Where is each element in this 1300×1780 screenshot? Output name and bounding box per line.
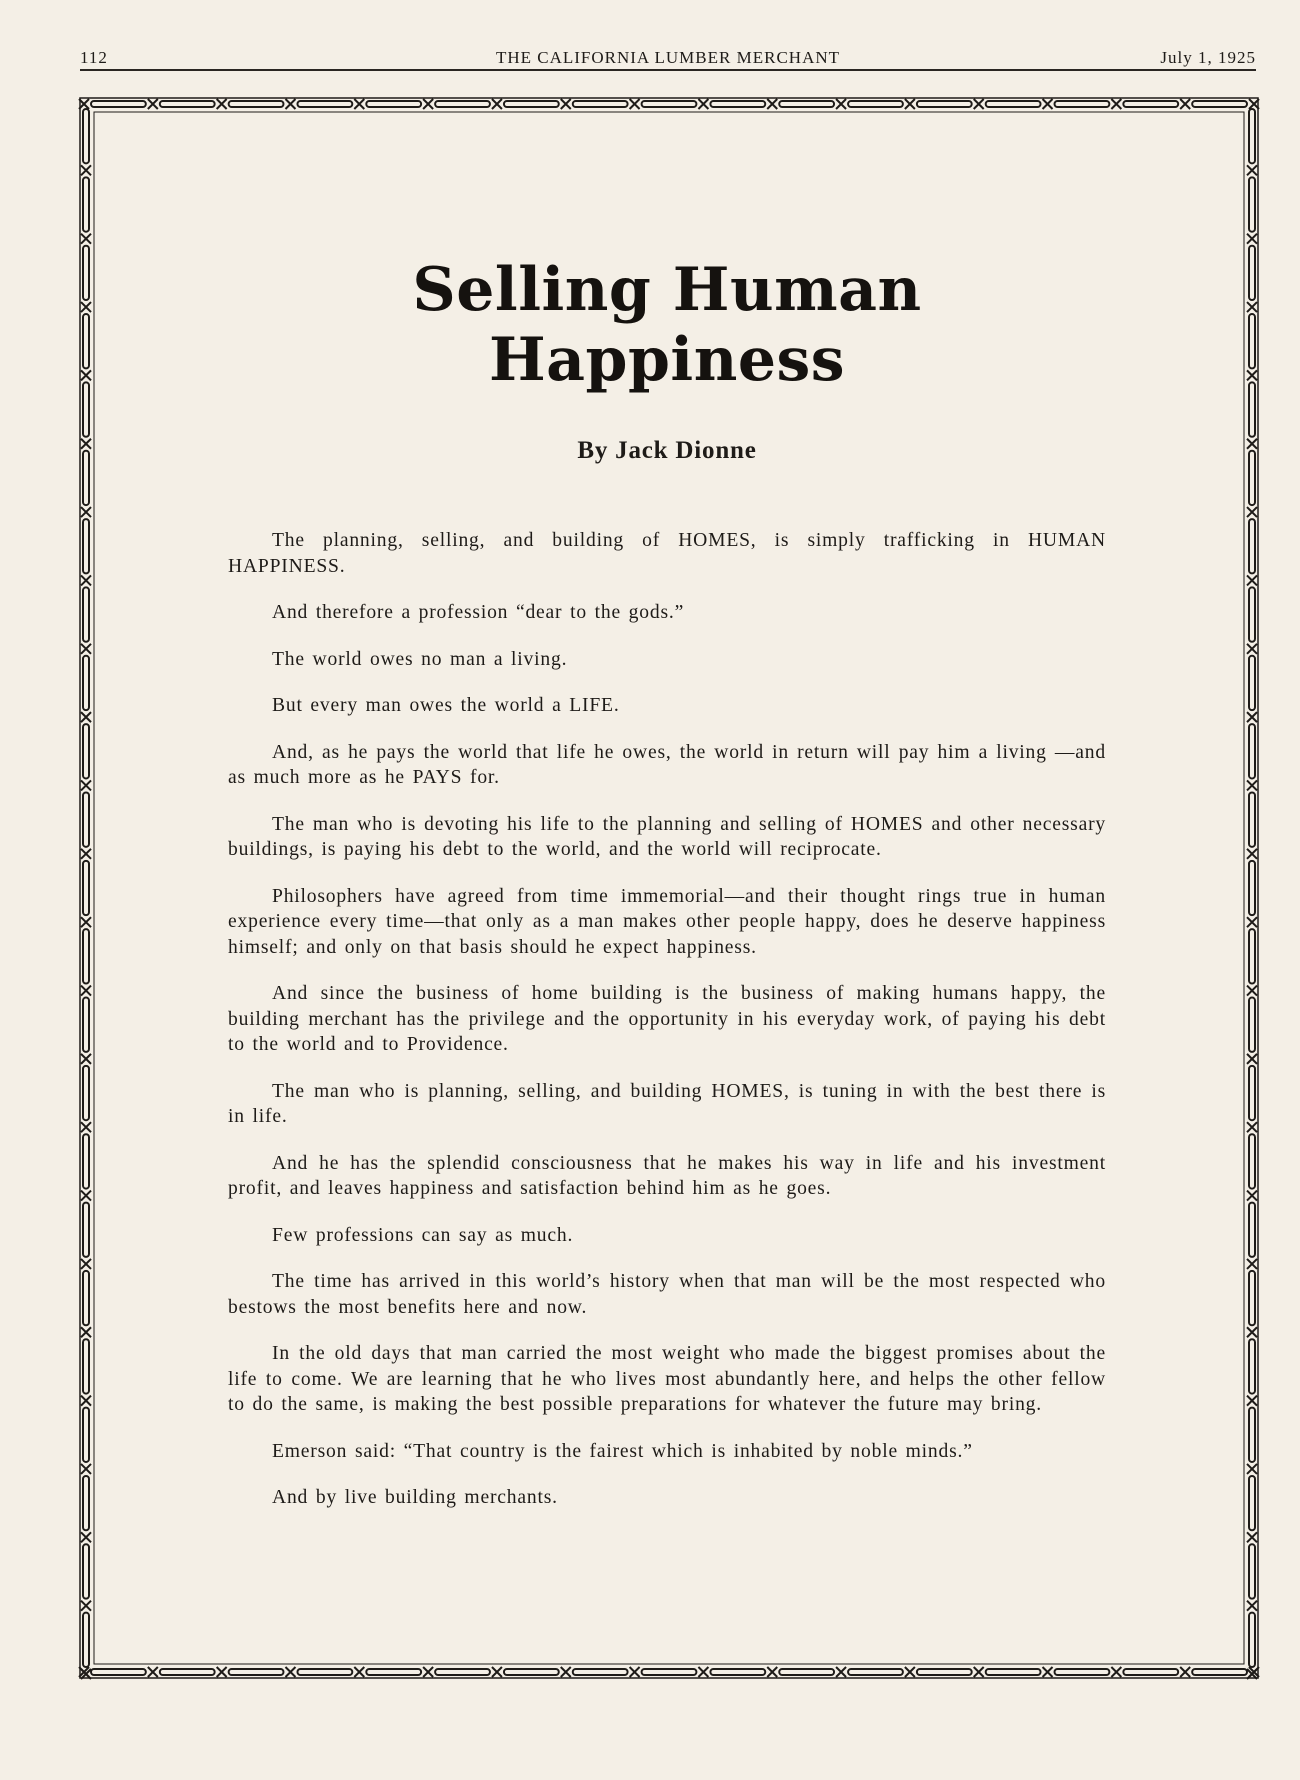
border-knot [1247, 1122, 1257, 1132]
border-link [83, 451, 89, 505]
border-knot [561, 1667, 571, 1677]
border-knot [905, 99, 915, 109]
running-header [80, 44, 1256, 70]
border-knot [1180, 99, 1190, 109]
border-knot [1180, 1667, 1190, 1677]
border-knot [285, 99, 295, 109]
border-link [83, 587, 89, 641]
border-knot [630, 99, 640, 109]
border-knot [217, 1667, 227, 1677]
border-link [366, 101, 421, 107]
border-link [1055, 1669, 1110, 1675]
border-knot [1111, 99, 1121, 109]
border-link [83, 656, 89, 710]
paragraph: And, as he pays the world that life he owes, the world in return will pay him a living —and as much more as he PAYS for. [228, 741, 1106, 788]
border-link [435, 1669, 490, 1675]
border-link [573, 1669, 628, 1675]
border-knot [492, 99, 502, 109]
border-knot [217, 99, 227, 109]
border-link [848, 1669, 903, 1675]
border-link [91, 101, 146, 107]
border-knot [767, 99, 777, 109]
border-link [1249, 861, 1255, 915]
paragraph: And he has the splendid consciousness that he makes his way in life and his investment profit, and leaves happiness and satisfaction behind him as he goes. [228, 1152, 1106, 1199]
paragraph: The world owes no man a living. [272, 648, 568, 670]
border-knot [81, 507, 91, 517]
border-knot [1247, 370, 1257, 380]
border-link [642, 101, 697, 107]
border-link [83, 1203, 89, 1257]
border-knot [1247, 986, 1257, 996]
border-link [83, 519, 89, 573]
border-knot [1247, 917, 1257, 927]
paragraph: Emerson said: “That country is the fairest which is inhabited by noble minds.” [272, 1440, 973, 1462]
border-link [779, 1669, 834, 1675]
border-link [83, 109, 89, 163]
border-knot [354, 1667, 364, 1677]
border-link [1249, 314, 1255, 368]
border-knot [1043, 1667, 1053, 1677]
border-link [435, 101, 490, 107]
border-knot [836, 99, 846, 109]
border-knot [81, 712, 91, 722]
border-link [1249, 1544, 1255, 1598]
border-knot [974, 99, 984, 109]
border-link [1249, 1066, 1255, 1120]
border-link [504, 1669, 559, 1675]
border-knot [1111, 1667, 1121, 1677]
border-link [1249, 1613, 1255, 1667]
border-knot [1247, 165, 1257, 175]
border-link [710, 1669, 765, 1675]
border-link [986, 101, 1041, 107]
border-knot [81, 849, 91, 859]
border-link [366, 1669, 421, 1675]
border-knot [1247, 1327, 1257, 1337]
border-knot [561, 99, 571, 109]
border-knot [81, 1054, 91, 1064]
paragraph: In the old days that man carried the most weight who made the biggest promises about the life to come. We are learning that he who lives most abundantly here, and helps the other fellow to do the same, is making the best possible preparations for whatever the future may bring. [228, 1343, 1106, 1415]
border-link [83, 792, 89, 846]
border-knot [974, 1667, 984, 1677]
border-knot [1247, 849, 1257, 859]
border-knot [1247, 644, 1257, 654]
border-link [917, 101, 972, 107]
border-knot [81, 1259, 91, 1269]
border-link [1249, 519, 1255, 573]
border-link [1249, 1203, 1255, 1257]
border-knot [81, 1327, 91, 1337]
border-link [83, 1408, 89, 1462]
border-knot [81, 1191, 91, 1201]
border-knot [148, 99, 158, 109]
border-link [1249, 246, 1255, 300]
publication-title: THE CALIFORNIA LUMBER MERCHANT [495, 48, 841, 67]
border-knot [81, 986, 91, 996]
border-link [1249, 792, 1255, 846]
border-link [1123, 1669, 1178, 1675]
border-knot [423, 99, 433, 109]
border-link [1055, 101, 1110, 107]
page-number: 112 [80, 48, 108, 67]
border-link [779, 101, 834, 107]
border-knot [354, 99, 364, 109]
border-link [1249, 656, 1255, 710]
border-knot [836, 1667, 846, 1677]
border-knot [1247, 507, 1257, 517]
paragraph: Few professions can say as much. [272, 1224, 574, 1246]
border-knot [81, 302, 91, 312]
border-knot [148, 1667, 158, 1677]
border-knot [905, 1667, 915, 1677]
paragraph: The man who is devoting his life to the planning and selling of HOMES and other necessary buildings, is paying his debt to the world, and the world will reciprocate. [228, 813, 1106, 860]
border-link [83, 246, 89, 300]
border-link [83, 1271, 89, 1325]
border-link [848, 101, 903, 107]
border-link [1192, 101, 1247, 107]
border-knot [1247, 780, 1257, 790]
border-link [83, 314, 89, 368]
border-link [1249, 998, 1255, 1052]
border-knot [1247, 1054, 1257, 1064]
border-knot [1247, 1464, 1257, 1474]
border-link [1249, 1271, 1255, 1325]
border-knot [1247, 1191, 1257, 1201]
border-link [83, 1134, 89, 1188]
border-knot [423, 1667, 433, 1677]
border-link [83, 998, 89, 1052]
border-knot [1247, 1601, 1257, 1611]
border-link [1123, 101, 1178, 107]
border-knot [1043, 99, 1053, 109]
article-byline: By Jack Dionne [577, 437, 757, 464]
header-rule [80, 69, 1256, 71]
article [228, 255, 1106, 1532]
paragraph: And by live building merchants. [272, 1487, 558, 1508]
border-knot [1247, 1259, 1257, 1269]
border-knot [698, 99, 708, 109]
border-knot [81, 370, 91, 380]
border-link [83, 929, 89, 983]
border-link [504, 101, 559, 107]
border-link [160, 1669, 215, 1675]
paragraph: The planning, selling, and building of HOMES, is simply trafficking in HUMAN HAPPINESS. [228, 530, 1106, 577]
border-link [710, 101, 765, 107]
border-knot [630, 1667, 640, 1677]
border-knot [492, 1667, 502, 1677]
border-link [573, 101, 628, 107]
border-knot [81, 1464, 91, 1474]
paragraph: Philosophers have agreed from time immemorial—and their thought rings true in human experience every time—that only as a man makes other people happy, does he deserve happiness himself; and only on that basis should he expect happiness. [228, 885, 1106, 958]
border-link [986, 1669, 1041, 1675]
paragraph: The man who is planning, selling, and building HOMES, is tuning in with the best there is in life. [228, 1080, 1106, 1127]
article-title: Selling Human Happiness [412, 255, 922, 395]
border-knot [1247, 302, 1257, 312]
border-knot [1247, 1532, 1257, 1542]
border-link [1249, 382, 1255, 436]
border-knot [1247, 575, 1257, 585]
border-link [83, 1613, 89, 1667]
border-link [83, 1476, 89, 1530]
border-knot [81, 917, 91, 927]
paragraph: And therefore a profession “dear to the gods.” [272, 602, 685, 623]
border-link [83, 724, 89, 778]
border-knot [1247, 1396, 1257, 1406]
border-link [1249, 1408, 1255, 1462]
border-link [83, 1339, 89, 1393]
border-knot [1247, 234, 1257, 244]
paragraph: And since the business of home building is the business of making humans happy, the building merchant has the privilege and the opportunity in his everyday work, of paying his debt to the world and to Providence. [228, 983, 1106, 1055]
border-link [1249, 451, 1255, 505]
border-knot [767, 1667, 777, 1677]
border-knot [285, 1667, 295, 1677]
border-knot [1247, 439, 1257, 449]
border-knot [81, 644, 91, 654]
border-link [1249, 1134, 1255, 1188]
border-knot [81, 1396, 91, 1406]
border-link [1249, 929, 1255, 983]
border-link [1249, 587, 1255, 641]
border-link [83, 1066, 89, 1120]
border-knot [698, 1667, 708, 1677]
border-link [297, 1669, 352, 1675]
border-knot [1247, 712, 1257, 722]
border-link [917, 1669, 972, 1675]
border-link [83, 861, 89, 915]
border-knot [81, 165, 91, 175]
border-link [1192, 1669, 1247, 1675]
border-link [1249, 1476, 1255, 1530]
border-link [642, 1669, 697, 1675]
border-link [83, 177, 89, 231]
article-body [228, 528, 1106, 1511]
border-link [1249, 724, 1255, 778]
border-link [83, 1544, 89, 1598]
paragraph: But every man owes the world a LIFE. [272, 695, 620, 716]
border-link [1249, 1339, 1255, 1393]
border-link [83, 382, 89, 436]
border-knot [81, 234, 91, 244]
border-knot [81, 780, 91, 790]
border-knot [81, 1532, 91, 1542]
border-link [1249, 177, 1255, 231]
issue-date: July 1, 1925 [1160, 48, 1256, 67]
border-link [91, 1669, 146, 1675]
border-knot [81, 1601, 91, 1611]
border-link [160, 101, 215, 107]
border-knot [81, 439, 91, 449]
border-link [229, 1669, 284, 1675]
border-knot [81, 575, 91, 585]
paragraph: The time has arrived in this world’s history when that man will be the most respected who bestows the most benefits here and now. [228, 1271, 1106, 1318]
border-link [1249, 109, 1255, 163]
border-link [297, 101, 352, 107]
border-knot [81, 1122, 91, 1132]
border-link [229, 101, 284, 107]
